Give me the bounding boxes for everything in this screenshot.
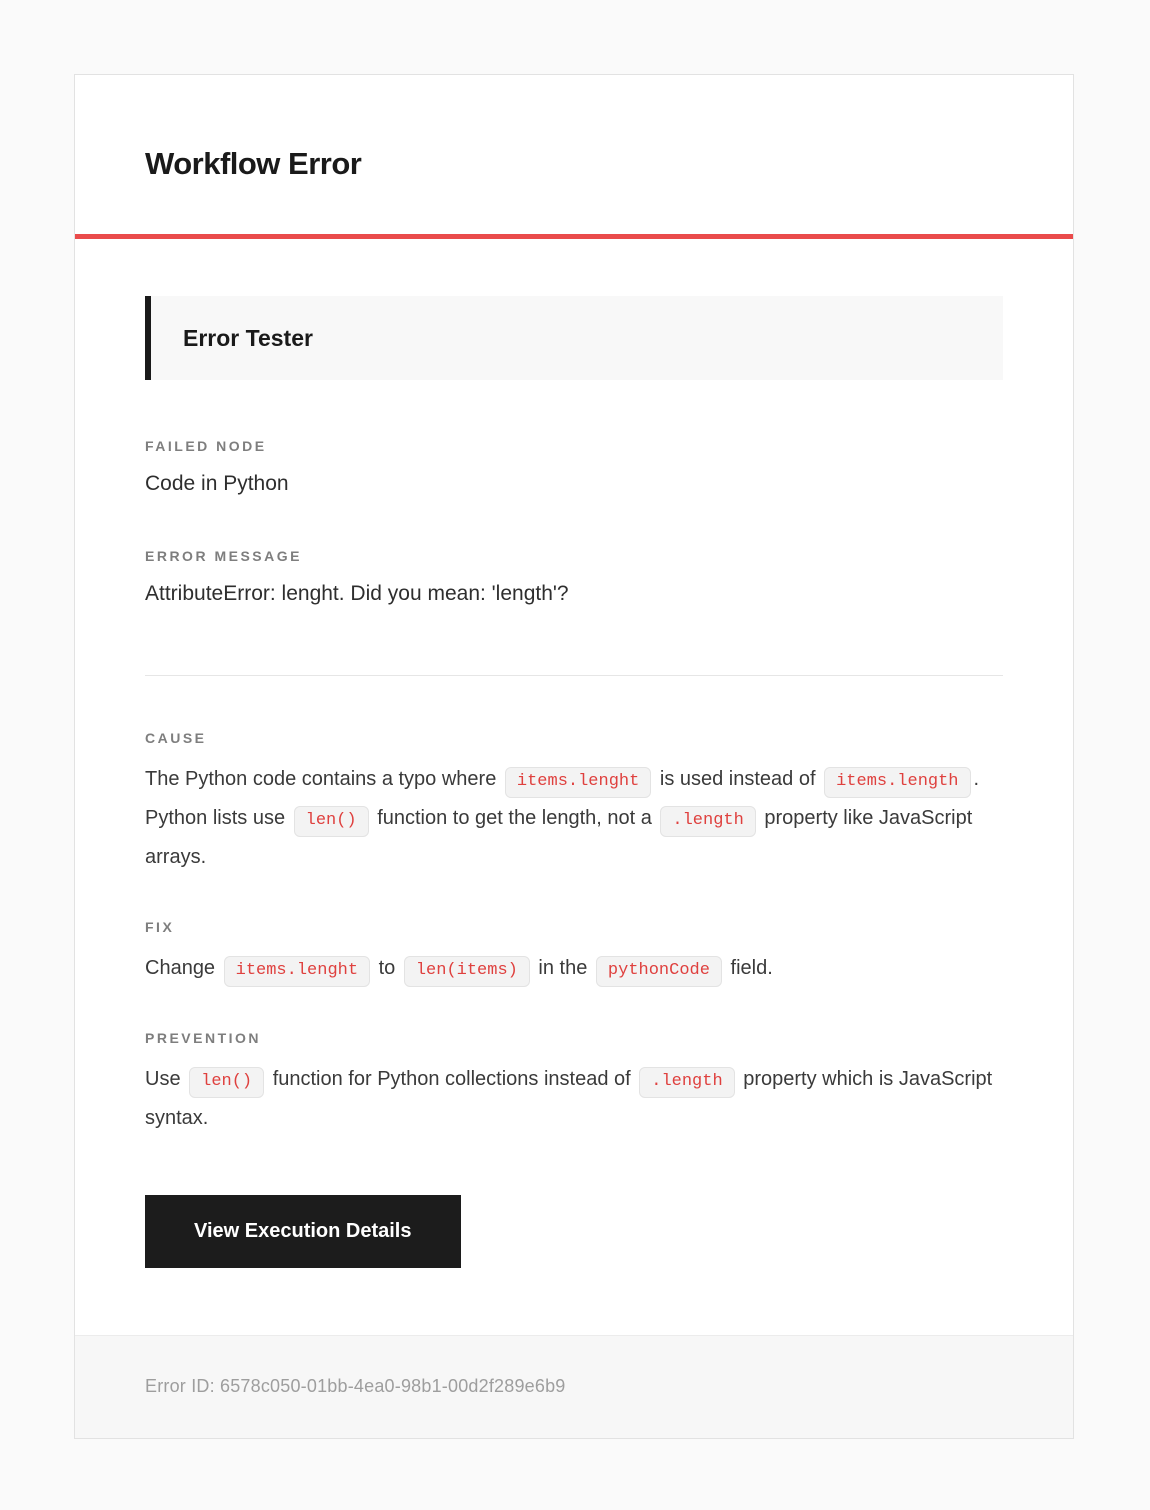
error-id: Error ID: 6578c050-01bb-4ea0-98b1-00d2f289e6b9 (145, 1376, 566, 1397)
failed-node-section (145, 438, 1003, 498)
inline-code-chip: items.lenght (505, 767, 651, 798)
workflow-name: Error Tester (183, 324, 313, 351)
paragraph-text: The Python code contains a typo where (145, 767, 502, 790)
error-message-section (145, 548, 1003, 608)
paragraph-text: property which is JavaScript syntax. (145, 1067, 993, 1129)
view-execution-details-button[interactable]: View Execution Details (145, 1195, 461, 1268)
inline-code-chip: len() (294, 806, 369, 837)
inline-code-chip: pythonCode (596, 956, 722, 987)
card-footer (75, 1335, 1073, 1438)
cause-section (145, 730, 1003, 877)
prevention-label: PREVENTION (145, 1029, 262, 1046)
paragraph-text: Use (145, 1067, 187, 1090)
paragraph-text: property like JavaScript arrays. (145, 806, 973, 868)
error-message-value: AttributeError: lenght. Did you mean: 'length'? (145, 582, 569, 606)
cause-text (145, 760, 1003, 877)
inline-code-chip: .length (660, 806, 755, 837)
section-divider (145, 675, 1003, 676)
inline-code-chip: items.lenght (224, 956, 370, 987)
paragraph-text: . Python lists use (145, 767, 980, 829)
page-title: Workflow Error (145, 146, 362, 181)
paragraph-text: function for Python collections instead of (267, 1067, 637, 1090)
failed-node-label: FAILED NODE (145, 438, 267, 454)
prevention-text (145, 1060, 1003, 1138)
card-body (75, 239, 1073, 1335)
prevention-section (145, 1030, 1003, 1138)
paragraph-text: function to get the length, not a (371, 806, 658, 829)
paragraph-text: to (373, 956, 401, 979)
inline-code-chip: len() (189, 1067, 264, 1098)
card-header (75, 75, 1073, 234)
inline-code-chip: items.length (824, 767, 970, 798)
paragraph-text: is used instead of (654, 767, 822, 790)
inline-code-chip: len(items) (404, 956, 530, 987)
failed-node-value: Code in Python (145, 472, 289, 495)
error-message-label: ERROR MESSAGE (145, 548, 302, 565)
fix-label: FIX (145, 918, 175, 935)
paragraph-text: in the (532, 956, 593, 979)
fix-text (145, 949, 1003, 988)
inline-code-chip: .length (639, 1067, 734, 1098)
workflow-name-banner (145, 296, 1003, 380)
cause-label: CAUSE (145, 729, 207, 746)
paragraph-text: field. (724, 956, 773, 979)
paragraph-text: Change (145, 956, 221, 979)
fix-section (145, 919, 1003, 988)
error-card (74, 74, 1074, 1439)
